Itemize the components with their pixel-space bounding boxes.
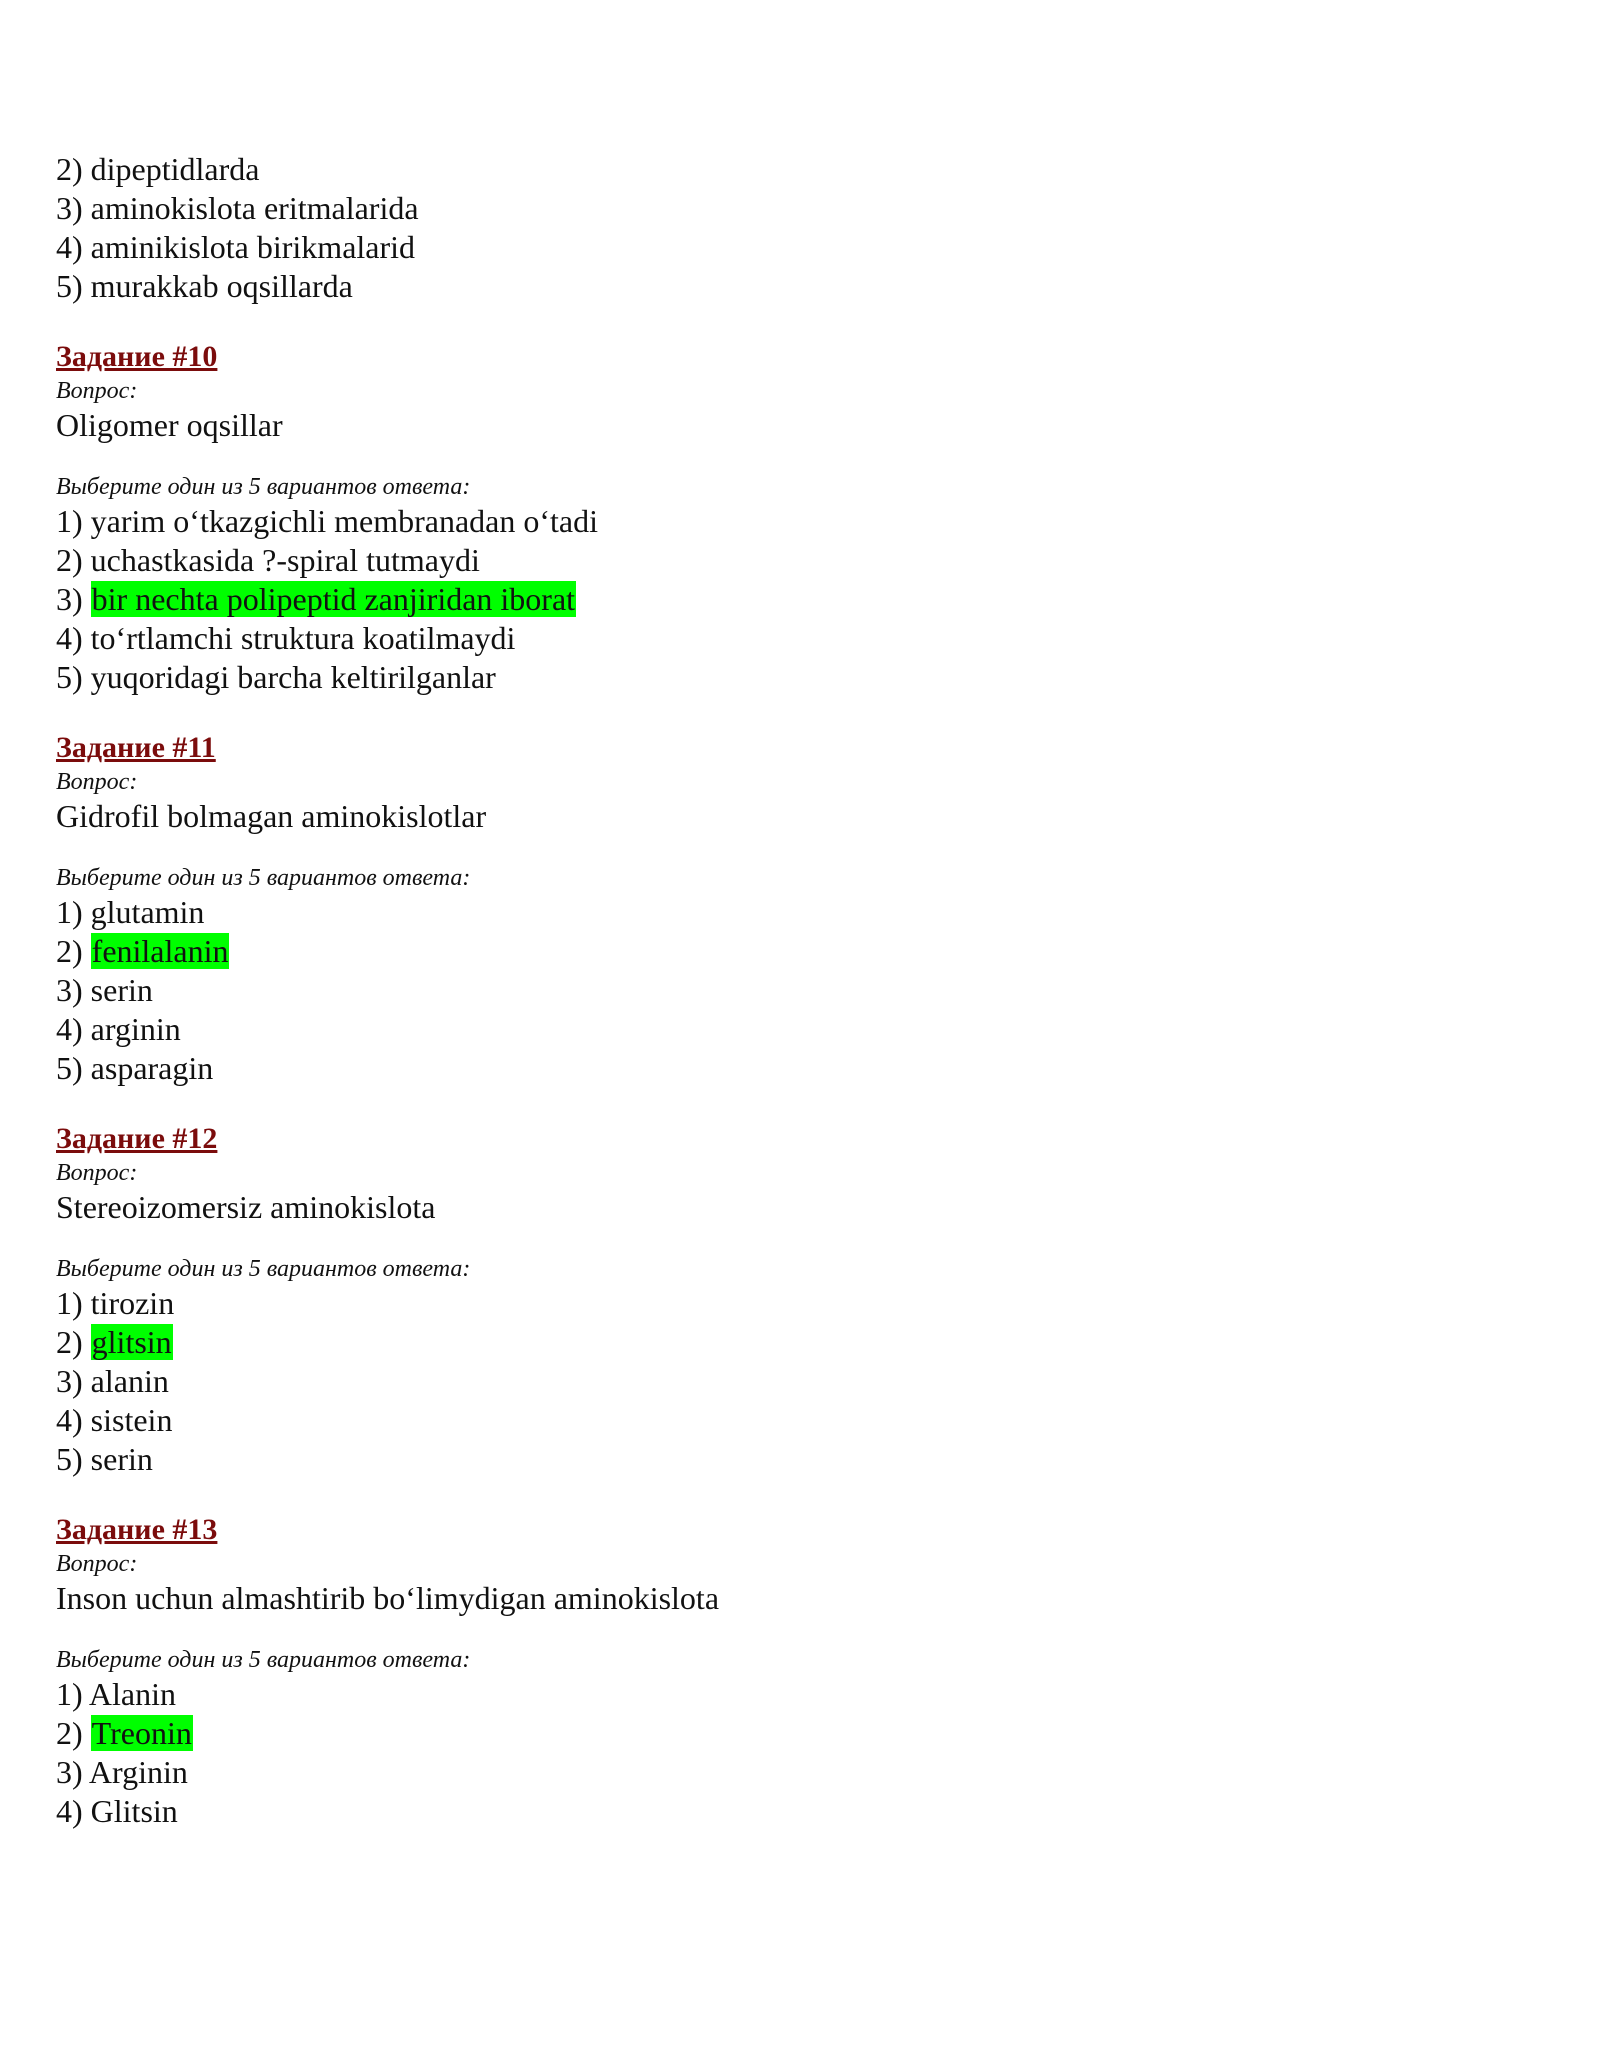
option-number: 3) [56,1754,83,1790]
option-text: sistein [90,1402,173,1438]
question-label: Вопрос: [56,1551,138,1577]
option-text: yuqoridagi barcha keltirilganlar [90,659,496,695]
answer-option [56,541,1536,580]
question-text: Gidrofil bolmagan aminokislotlar [56,798,487,834]
task-title: Задание #11 [56,731,216,764]
page-content [56,150,1536,1831]
option-number: 1) [56,1285,83,1321]
option-number: 4) [56,229,83,265]
option-number: 5) [56,1050,83,1086]
question-text: Stereoizomersiz aminokislota [56,1189,436,1225]
leading-options [56,150,1536,306]
answer-option [56,502,1536,541]
option-text: murakkab oqsillarda [90,268,353,304]
option-text: tirozin [90,1285,175,1321]
answer-option [56,1010,1536,1049]
option-number: 2) [56,542,83,578]
answer-option-correct [56,1714,1536,1753]
option-number: 1) [56,503,83,539]
option-text: glutamin [90,894,205,930]
answer-option [56,1284,1536,1323]
answer-option [56,619,1536,658]
option-number: 4) [56,1011,83,1047]
task-title: Задание #13 [56,1513,218,1546]
answer-option [56,189,1536,228]
task-block [56,1511,1536,1831]
answer-option [56,1401,1536,1440]
answer-option-correct [56,932,1536,971]
answer-option [56,1049,1536,1088]
answer-option [56,228,1536,267]
answer-option [56,267,1536,306]
option-number: 5) [56,659,83,695]
option-text: serin [90,1441,153,1477]
task-block [56,1120,1536,1479]
option-text: dipeptidlarda [90,151,260,187]
option-text: Alanin [88,1676,176,1712]
answer-option [56,1675,1536,1714]
option-number: 2) [56,1324,83,1360]
option-number: 3) [56,581,83,617]
answer-option [56,971,1536,1010]
option-number: 3) [56,972,83,1008]
option-text-highlighted: glitsin [91,1324,172,1360]
answer-option [56,150,1536,189]
answer-option [56,1792,1536,1831]
choose-instruction: Выберите один из 5 вариантов ответа: [56,474,471,500]
option-number: 3) [56,1363,83,1399]
answer-option [56,1753,1536,1792]
task-title: Задание #12 [56,1122,218,1155]
option-number: 5) [56,1441,83,1477]
answer-option [56,1362,1536,1401]
answer-option-correct [56,1323,1536,1362]
question-label: Вопрос: [56,769,138,795]
option-text-highlighted: bir nechta polipeptid zanjiridan iborat [91,581,576,617]
choose-instruction: Выберите один из 5 вариантов ответа: [56,1647,471,1673]
answer-option [56,893,1536,932]
option-text: to‘rtlamchi struktura koatilmaydi [90,620,516,656]
option-number: 5) [56,268,83,304]
option-text: Arginin [88,1754,188,1790]
choose-instruction: Выберите один из 5 вариантов ответа: [56,865,471,891]
question-text: Oligomer oqsillar [56,407,283,443]
option-number: 1) [56,1676,83,1712]
question-label: Вопрос: [56,378,138,404]
option-text: asparagin [90,1050,214,1086]
option-text: Glitsin [90,1793,178,1829]
option-text-highlighted: fenilalanin [91,933,229,969]
option-number: 4) [56,620,83,656]
question-text: Inson uchun almashtirib bo‘limydigan aminokislota [56,1580,720,1616]
option-text: serin [90,972,153,1008]
answer-option-correct [56,580,1536,619]
task-title: Задание #10 [56,340,218,373]
option-text: arginin [90,1011,181,1047]
option-number: 2) [56,933,83,969]
answer-option [56,1440,1536,1479]
option-number: 4) [56,1402,83,1438]
question-label: Вопрос: [56,1160,138,1186]
option-text: aminikislota birikmalarid [90,229,416,265]
option-text: uchastkasida ?-spiral tutmaydi [90,542,480,578]
task-block [56,729,1536,1088]
option-number: 3) [56,190,83,226]
option-number: 1) [56,894,83,930]
choose-instruction: Выберите один из 5 вариантов ответа: [56,1256,471,1282]
answer-option [56,658,1536,697]
option-number: 2) [56,1715,83,1751]
option-text: aminokislota eritmalarida [90,190,419,226]
option-text: yarim o‘tkazgichli membranadan o‘tadi [90,503,599,539]
option-text: alanin [90,1363,169,1399]
task-block [56,338,1536,697]
option-number: 2) [56,151,83,187]
option-number: 4) [56,1793,83,1829]
option-text-highlighted: Treonin [91,1715,192,1751]
